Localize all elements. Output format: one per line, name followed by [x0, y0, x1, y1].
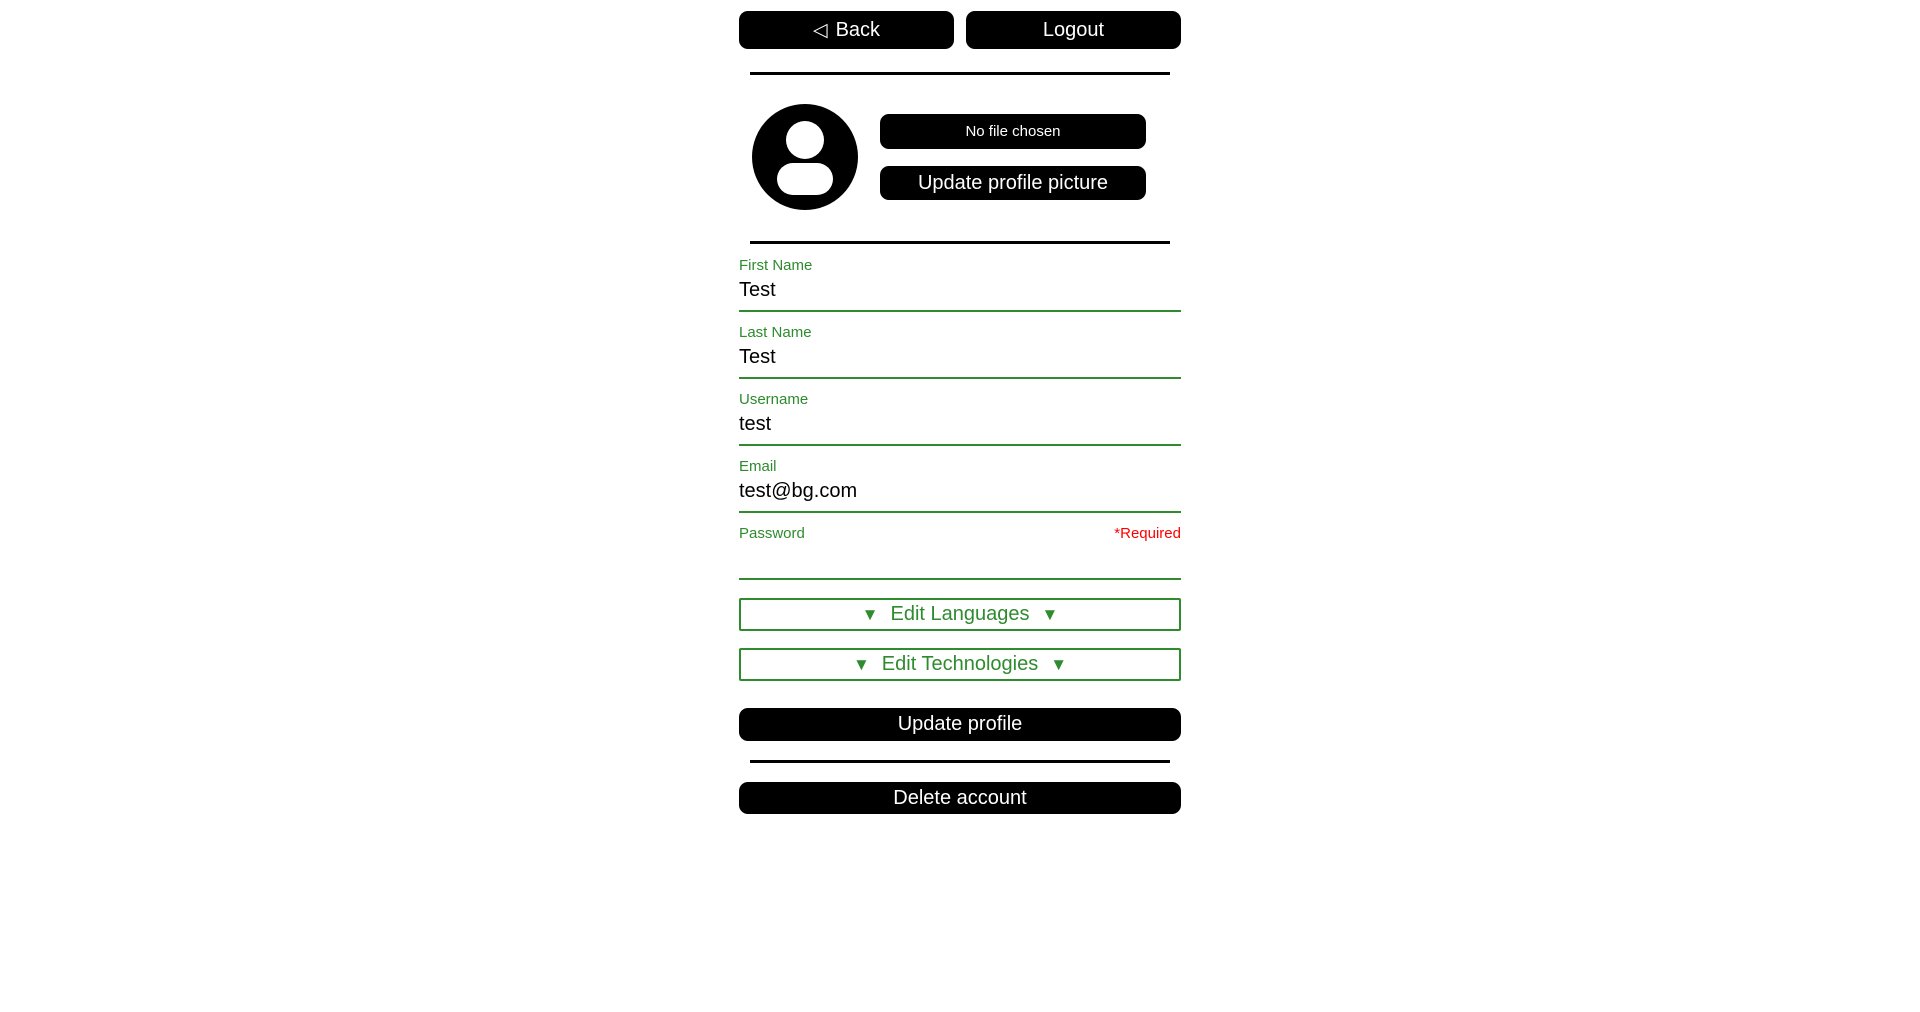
- chevron-down-icon: ▼: [852, 655, 870, 674]
- username-label: Username: [739, 391, 809, 408]
- profile-picture-section: [739, 104, 1181, 210]
- chevron-down-icon: ▼: [1050, 655, 1068, 674]
- field-last-name: [739, 323, 1181, 379]
- edit-languages-button[interactable]: [739, 598, 1181, 631]
- picture-upload-column: [880, 114, 1146, 200]
- delete-account-label: Delete account: [893, 786, 1027, 809]
- edit-technologies-label: Edit Technologies: [881, 653, 1039, 675]
- username-input[interactable]: [739, 410, 1181, 436]
- divider-top: [750, 72, 1170, 75]
- update-picture-label: Update profile picture: [917, 171, 1109, 194]
- email-label: Email: [739, 458, 777, 475]
- file-input-button[interactable]: [880, 114, 1146, 149]
- back-button-label: Back: [835, 18, 881, 41]
- update-profile-button[interactable]: [739, 708, 1181, 741]
- first-name-label: First Name: [739, 257, 813, 274]
- update-picture-button[interactable]: [880, 166, 1146, 200]
- chevron-down-icon: ▼: [861, 605, 879, 624]
- field-email: [739, 457, 1181, 513]
- person-icon: [752, 104, 858, 210]
- field-first-name: [739, 256, 1181, 312]
- chevron-down-icon: ▼: [1041, 605, 1059, 624]
- last-name-label: Last Name: [739, 324, 812, 341]
- divider-avatar: [750, 241, 1170, 244]
- back-arrow-icon: ◁: [812, 19, 828, 41]
- first-name-input[interactable]: [739, 276, 1181, 302]
- update-profile-label: Update profile: [897, 713, 1023, 735]
- edit-technologies-button[interactable]: [739, 648, 1181, 681]
- delete-account-button[interactable]: [739, 782, 1181, 814]
- logout-button[interactable]: [966, 11, 1181, 49]
- password-required-note: *Required: [1114, 525, 1181, 542]
- top-button-row: [739, 11, 1181, 49]
- back-button[interactable]: [739, 11, 954, 49]
- field-password: [739, 524, 1181, 580]
- email-input[interactable]: [739, 477, 1181, 503]
- last-name-input[interactable]: [739, 343, 1181, 369]
- content-column: [739, 0, 1181, 814]
- edit-languages-label: Edit Languages: [890, 603, 1030, 625]
- password-label: Password: [739, 525, 805, 542]
- file-input-label: No file chosen: [965, 123, 1061, 140]
- divider-delete: [750, 760, 1170, 763]
- profile-form: [739, 256, 1181, 741]
- password-input[interactable]: [739, 544, 1181, 570]
- logout-button-label: Logout: [1042, 18, 1105, 41]
- field-username: [739, 390, 1181, 446]
- avatar: [752, 104, 858, 210]
